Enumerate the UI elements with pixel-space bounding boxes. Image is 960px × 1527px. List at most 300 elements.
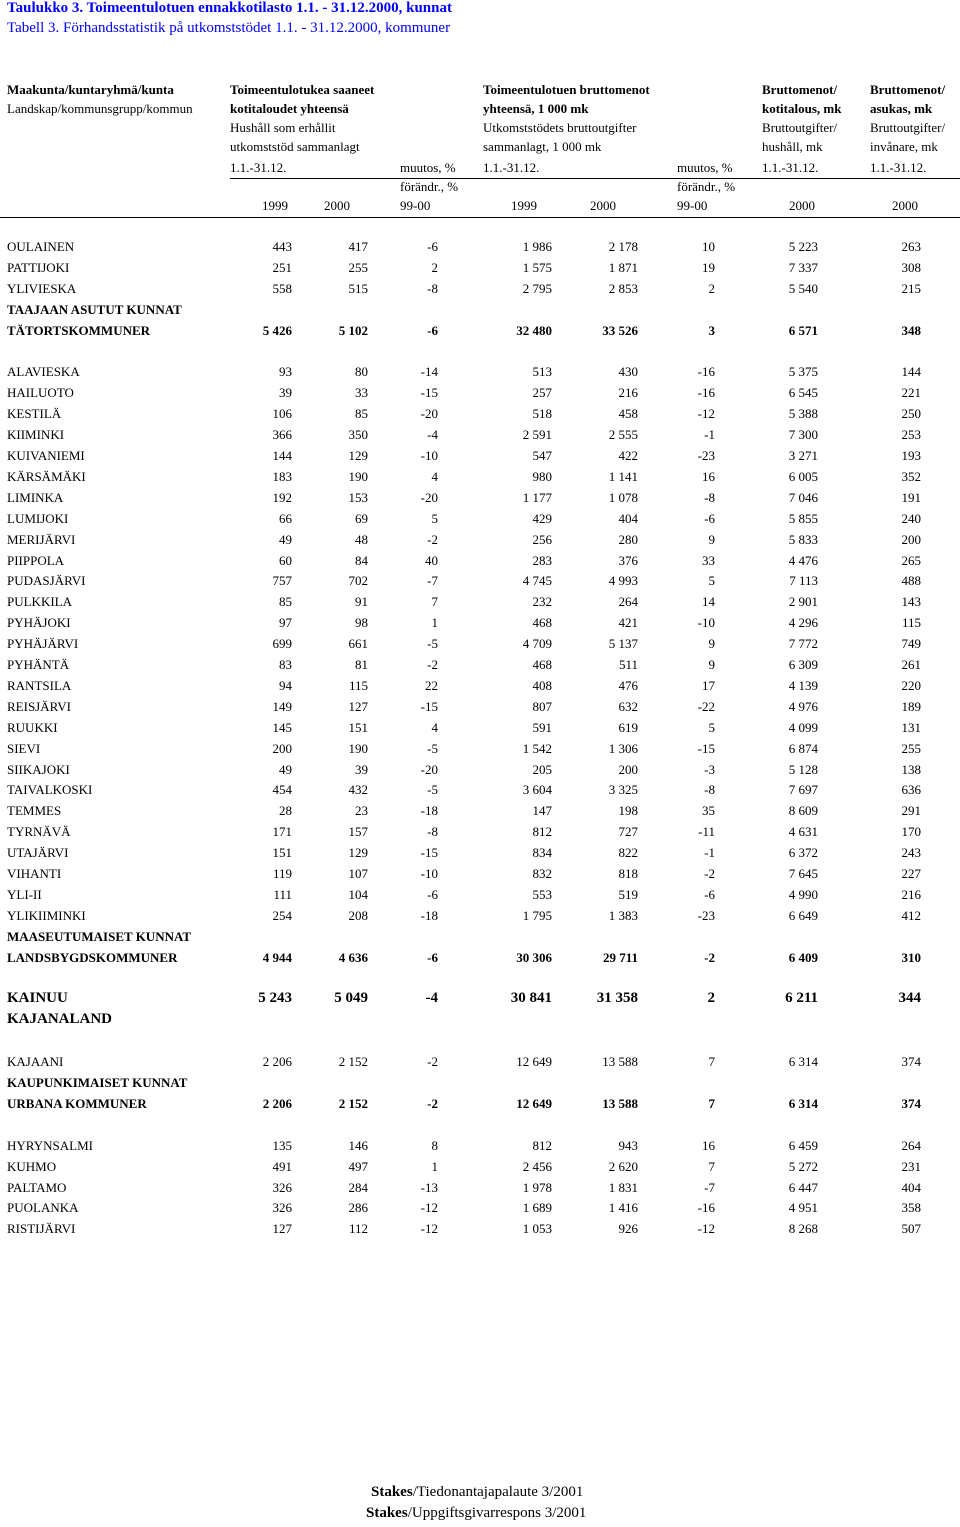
row-label: YLIKIIMINKI — [7, 907, 86, 923]
row-value: 5 833 — [788, 531, 818, 547]
row-value: 215 — [901, 280, 921, 296]
row-value: 2 456 — [522, 1158, 552, 1174]
col-per-household-fi1: Bruttomenot/ — [762, 82, 838, 97]
row-value: 2 853 — [608, 280, 638, 296]
row-value: -7 — [427, 573, 438, 589]
row-value: 69 — [355, 510, 368, 526]
row-value: -16 — [697, 385, 715, 401]
table-row — [0, 361, 960, 382]
row-value: 48 — [355, 531, 368, 547]
row-value: -14 — [420, 364, 438, 380]
table-row — [0, 529, 960, 550]
row-value: 2 152 — [338, 1095, 368, 1111]
row-value: 5 426 — [262, 322, 292, 338]
row-value: 6 447 — [788, 1179, 818, 1195]
col-households-sv2: utkomststöd sammanlagt — [230, 139, 360, 154]
row-value: 265 — [901, 552, 921, 568]
row-value: 6 314 — [788, 1095, 818, 1111]
table-row — [0, 675, 960, 696]
row-value: 350 — [348, 427, 368, 443]
row-value: 7 046 — [788, 489, 818, 505]
row-value: -1 — [704, 845, 715, 861]
row-value: 1 141 — [608, 468, 638, 484]
row-value: 261 — [901, 657, 921, 672]
row-value: 404 — [901, 1179, 921, 1195]
row-value: 170 — [901, 824, 921, 840]
row-value: -15 — [697, 740, 715, 756]
row-value: 468 — [532, 657, 552, 672]
col-households-fi2: kotitaloudet yhteensä — [230, 101, 349, 116]
table-row — [0, 633, 960, 654]
table-row — [0, 591, 960, 612]
row-value: -6 — [704, 510, 715, 526]
row-value: 4 993 — [608, 573, 638, 589]
row-value: 28 — [279, 803, 292, 819]
row-value: 257 — [532, 385, 552, 401]
row-value: 29 711 — [602, 949, 638, 965]
row-value: 822 — [618, 845, 638, 861]
change-households-sv: förändr., % — [400, 179, 459, 194]
table-row — [0, 278, 960, 299]
footer-brand-sv: Stakes — [366, 1505, 408, 1521]
header-bottom-rule — [0, 217, 960, 218]
col-per-inhabitant-sv2: invånare, mk — [870, 139, 938, 154]
row-value: -11 — [698, 824, 715, 840]
row-value: 491 — [272, 1158, 292, 1174]
row-value: -8 — [427, 824, 438, 840]
row-value: 818 — [618, 866, 638, 881]
year-1999-households: 1999 — [262, 198, 288, 213]
row-value: 497 — [348, 1158, 368, 1174]
row-value: 757 — [272, 573, 292, 589]
range-expenses: 99-00 — [677, 198, 708, 213]
row-label: TÄTORTSKOMMUNER — [7, 322, 151, 338]
col-expenses-sv2: sammanlagt, 1 000 mk — [483, 139, 602, 154]
row-value: 558 — [272, 280, 292, 296]
row-label: PUOLANKA — [7, 1200, 79, 1216]
footer-fi — [371, 1484, 583, 1501]
table-row — [0, 926, 960, 947]
table-row — [0, 445, 960, 466]
table-title-fi: Taulukko 3. Toimeentulotuen ennakkotilasto 1.1. - 31.12.2000, kunnat — [7, 0, 452, 16]
row-value: 6 005 — [788, 468, 818, 484]
row-value: 30 306 — [516, 949, 552, 965]
row-value: -15 — [420, 698, 438, 714]
table-row — [0, 947, 960, 968]
row-label: PUDASJÄRVI — [7, 573, 86, 589]
year-2000-per-household: 2000 — [789, 198, 815, 213]
row-value: 198 — [618, 803, 638, 819]
row-value: -7 — [704, 1179, 715, 1195]
row-value: 488 — [901, 573, 921, 589]
row-value: 250 — [901, 406, 921, 422]
row-value: 1 689 — [522, 1200, 552, 1216]
row-value: 146 — [348, 1137, 368, 1153]
row-value: -12 — [697, 1221, 715, 1237]
row-value: 591 — [532, 719, 552, 735]
row-value: -10 — [420, 448, 438, 463]
table-row — [0, 800, 960, 821]
col-households-sv1: Hushåll som erhållit — [230, 120, 336, 135]
table-row — [0, 1135, 960, 1156]
row-value: -2 — [427, 1095, 438, 1111]
row-label: PULKKILA — [7, 594, 72, 610]
row-value: 4 631 — [788, 824, 818, 840]
year-1999-expenses: 1999 — [511, 198, 537, 213]
row-value: 352 — [901, 468, 921, 484]
row-label: KAJAANI — [7, 1054, 64, 1070]
row-value: 221 — [901, 385, 921, 401]
row-value: 31 358 — [596, 990, 638, 1007]
row-value: 131 — [901, 719, 921, 735]
row-value: 2 152 — [338, 1054, 368, 1070]
row-label: PYHÄJÄRVI — [7, 636, 79, 652]
row-value: 699 — [272, 636, 292, 652]
row-value: 1 306 — [608, 740, 638, 756]
table-row — [0, 905, 960, 926]
row-value: 812 — [532, 824, 552, 840]
table-row — [0, 863, 960, 884]
row-value: 9 — [708, 531, 715, 547]
table-row — [0, 550, 960, 571]
row-value: 14 — [702, 594, 715, 610]
row-label: KIIMINKI — [7, 427, 65, 443]
row-value: 5 — [431, 510, 438, 526]
row-value: -8 — [704, 489, 715, 505]
table-title-sv: Tabell 3. Förhandsstatistik på utkomststödet 1.1. - 31.12.2000, kommuner — [7, 20, 451, 36]
row-value: 6 545 — [788, 385, 818, 401]
period-per-household: 1.1.-31.12. — [762, 160, 819, 175]
row-value: 4 709 — [522, 636, 552, 652]
row-value: 7 697 — [788, 782, 818, 798]
row-value: 4 990 — [788, 886, 818, 902]
table-row — [0, 403, 960, 424]
row-value: 60 — [279, 552, 292, 568]
row-value: 93 — [279, 364, 292, 380]
row-value: 511 — [618, 657, 638, 672]
row-label: SIIKAJOKI — [7, 761, 70, 777]
row-value: -2 — [427, 531, 438, 547]
row-label: MAASEUTUMAISET KUNNAT — [7, 928, 192, 944]
row-value: 243 — [901, 845, 921, 861]
row-value: -2 — [427, 657, 438, 672]
row-value: 232 — [532, 594, 552, 610]
row-value: 421 — [618, 615, 638, 631]
row-value: 376 — [618, 552, 638, 568]
row-label: YLI-II — [7, 886, 42, 902]
row-value: 151 — [272, 845, 292, 861]
row-value: 98 — [355, 615, 368, 631]
row-label: PIIPPOLA — [7, 552, 65, 568]
row-value: -6 — [427, 949, 438, 965]
table-row — [0, 842, 960, 863]
row-value: 9 — [708, 657, 715, 672]
row-value: 6 314 — [788, 1054, 818, 1070]
row-value: 200 — [618, 761, 638, 777]
table-row — [0, 988, 960, 1009]
row-value: 374 — [901, 1095, 921, 1111]
table-row — [0, 696, 960, 717]
row-value: -20 — [420, 489, 438, 505]
range-households: 99-00 — [400, 198, 431, 213]
row-value: 1 383 — [608, 907, 638, 923]
table-row — [0, 1218, 960, 1239]
col-per-inhabitant-sv1: Bruttoutgifter/ — [870, 120, 946, 135]
row-value: -16 — [697, 1200, 715, 1216]
row-value: 13 588 — [602, 1095, 638, 1111]
row-label: KAINUU — [7, 990, 68, 1007]
row-value: 458 — [618, 406, 638, 422]
table-row — [0, 236, 960, 257]
row-value: 2 — [708, 280, 715, 296]
row-value: 7 — [708, 1054, 715, 1070]
row-value: 200 — [272, 740, 292, 756]
row-value: 6 649 — [788, 907, 818, 923]
row-value: 263 — [901, 239, 921, 254]
row-value: 49 — [279, 761, 292, 777]
row-value: 417 — [348, 239, 368, 254]
row-value: 344 — [898, 990, 921, 1007]
row-value: 2 555 — [608, 427, 638, 443]
row-value: 32 480 — [516, 322, 552, 338]
row-value: 326 — [272, 1179, 292, 1195]
row-label: UTAJÄRVI — [7, 845, 69, 861]
row-value: 16 — [702, 468, 715, 484]
period-expenses: 1.1.-31.12. — [483, 160, 540, 175]
row-value: 2 — [431, 259, 438, 275]
row-value: 943 — [618, 1137, 638, 1153]
row-value: 5 540 — [788, 280, 818, 296]
row-value: 8 268 — [788, 1221, 818, 1237]
row-label: REISJÄRVI — [7, 698, 71, 714]
row-label: KESTILÄ — [7, 406, 62, 422]
row-value: 111 — [273, 886, 292, 902]
row-value: 85 — [279, 594, 292, 610]
row-value: 1 986 — [522, 239, 552, 254]
period-households: 1.1.-31.12. — [230, 160, 287, 175]
col-expenses-sv1: Utkomststödets bruttoutgifter — [483, 120, 637, 135]
row-value: 255 — [901, 740, 921, 756]
row-value: 5 375 — [788, 364, 818, 380]
row-value: -22 — [697, 698, 715, 714]
row-value: 106 — [272, 406, 292, 422]
row-label: KAUPUNKIMAISET KUNNAT — [7, 1075, 188, 1090]
row-value: 33 — [355, 385, 368, 401]
col-per-household-sv2: hushåll, mk — [762, 139, 823, 154]
footer-text-sv: /Uppgiftsgivarrespons 3/2001 — [407, 1505, 587, 1521]
row-value: 85 — [355, 406, 368, 422]
table-row — [0, 1156, 960, 1177]
row-value: 6 372 — [788, 845, 818, 861]
row-value: 476 — [618, 677, 638, 693]
row-label: ALAVIESKA — [7, 364, 80, 380]
row-label: KUHMO — [7, 1158, 57, 1174]
row-label: MERIJÄRVI — [7, 531, 76, 547]
row-value: 151 — [348, 719, 368, 735]
row-value: -5 — [427, 782, 438, 798]
col-per-inhabitant-fi2: asukas, mk — [870, 101, 933, 116]
row-value: 264 — [618, 594, 638, 610]
row-value: 227 — [901, 866, 921, 881]
row-label: SIEVI — [7, 740, 41, 756]
row-label: HYRYNSALMI — [7, 1137, 93, 1153]
row-value: 8 609 — [788, 803, 818, 819]
table-row — [0, 779, 960, 800]
row-label: YLIVIESKA — [7, 280, 77, 296]
row-value: 1 416 — [608, 1200, 638, 1216]
row-value: 157 — [348, 824, 368, 840]
row-label: RUUKKI — [7, 719, 58, 735]
row-value: 4 476 — [788, 552, 818, 568]
row-value: 6 211 — [785, 990, 818, 1007]
row-value: 432 — [348, 782, 368, 798]
row-label: LUMIJOKI — [7, 510, 69, 526]
row-value: 7 — [708, 1095, 715, 1111]
period-per-inhabitant: 1.1.-31.12. — [870, 160, 927, 175]
row-value: -6 — [427, 886, 438, 902]
table-row — [0, 508, 960, 529]
row-value: 5 — [708, 719, 715, 735]
row-value: 2 620 — [608, 1158, 638, 1174]
row-value: -4 — [427, 427, 438, 443]
row-value: 408 — [532, 677, 552, 693]
row-value: 3 — [708, 322, 715, 338]
row-value: 749 — [901, 636, 921, 652]
table-row — [0, 717, 960, 738]
table-row — [0, 884, 960, 905]
row-value: 189 — [901, 698, 921, 714]
row-value: 66 — [279, 510, 292, 526]
row-value: 216 — [901, 886, 921, 902]
row-value: 5 272 — [788, 1158, 818, 1174]
row-value: 30 841 — [510, 990, 552, 1007]
row-value: 39 — [355, 761, 368, 777]
row-value: 348 — [901, 322, 921, 338]
row-value: 17 — [702, 677, 715, 693]
row-value: 702 — [348, 573, 368, 589]
row-value: 926 — [618, 1221, 638, 1237]
row-value: 1 831 — [608, 1179, 638, 1195]
row-value: -2 — [704, 949, 715, 965]
table-row — [0, 424, 960, 445]
row-value: 6 874 — [788, 740, 818, 756]
row-value: 97 — [279, 615, 292, 631]
row-value: 366 — [272, 427, 292, 443]
row-value: 254 — [272, 907, 292, 923]
row-value: 404 — [618, 510, 638, 526]
row-value: -1 — [704, 427, 715, 443]
row-value: 191 — [901, 489, 921, 505]
table-row — [0, 466, 960, 487]
row-value: 326 — [272, 1200, 292, 1216]
row-value: 7 772 — [788, 636, 818, 652]
row-value: -8 — [704, 782, 715, 798]
row-value: 310 — [901, 949, 921, 965]
row-label: PALTAMO — [7, 1179, 67, 1195]
row-value: 812 — [532, 1137, 552, 1153]
row-value: 91 — [355, 594, 368, 610]
row-value: 144 — [901, 364, 921, 380]
row-value: 6 309 — [788, 657, 818, 672]
row-value: 16 — [702, 1137, 715, 1153]
row-value: 291 — [901, 803, 921, 819]
row-value: 153 — [348, 489, 368, 505]
row-value: 171 — [272, 824, 292, 840]
row-value: 4 976 — [788, 698, 818, 714]
row-value: 7 300 — [788, 427, 818, 443]
row-value: 454 — [272, 782, 292, 798]
row-value: 283 — [532, 552, 552, 568]
row-value: 94 — [279, 677, 292, 693]
footer-brand-fi: Stakes — [371, 1484, 413, 1500]
row-label: KUIVANIEMI — [7, 448, 85, 463]
row-value: 980 — [532, 468, 552, 484]
row-value: 253 — [901, 427, 921, 443]
row-value: 81 — [355, 657, 368, 672]
row-label: PYHÄNTÄ — [7, 657, 70, 672]
row-value: 1 177 — [522, 489, 552, 505]
row-value: -15 — [420, 385, 438, 401]
row-value: 2 901 — [788, 594, 818, 610]
col-per-household-fi2: kotitalous, mk — [762, 101, 842, 116]
row-value: -20 — [420, 406, 438, 422]
row-value: 2 591 — [522, 427, 552, 443]
table-row — [0, 612, 960, 633]
row-label: PYHÄJOKI — [7, 615, 71, 631]
table-row — [0, 1051, 960, 1072]
row-value: -4 — [425, 990, 438, 1007]
row-value: 1 — [431, 615, 438, 631]
table-row — [0, 738, 960, 759]
row-value: 513 — [532, 364, 552, 380]
year-2000-per-inhabitant: 2000 — [892, 198, 918, 213]
row-value: 200 — [901, 531, 921, 547]
row-value: 115 — [901, 615, 921, 631]
row-value: -13 — [420, 1179, 438, 1195]
row-value: 430 — [618, 364, 638, 380]
change-expenses-fi: muutos, % — [677, 160, 733, 175]
row-value: 4 636 — [338, 949, 368, 965]
row-value: 190 — [348, 468, 368, 484]
row-value: 3 604 — [522, 782, 552, 798]
row-value: -20 — [420, 761, 438, 777]
table-row — [0, 257, 960, 278]
row-label: PATTIJOKI — [7, 259, 70, 275]
row-label: TAIVALKOSKI — [7, 782, 93, 798]
table-row — [0, 299, 960, 320]
row-value: -10 — [697, 615, 715, 631]
row-value: 10 — [702, 239, 715, 254]
row-value: 12 649 — [516, 1095, 552, 1111]
row-value: 231 — [901, 1158, 921, 1174]
row-value: 22 — [425, 677, 438, 693]
row-value: 19 — [702, 259, 715, 275]
row-value: 2 206 — [262, 1095, 292, 1111]
row-value: 205 — [532, 761, 552, 777]
col-expenses-fi2: yhteensä, 1 000 mk — [483, 101, 589, 116]
row-value: 216 — [618, 385, 638, 401]
row-value: 264 — [901, 1137, 921, 1153]
row-value: -2 — [704, 866, 715, 881]
change-households-fi: muutos, % — [400, 160, 456, 175]
table-row — [0, 759, 960, 780]
row-value: -18 — [420, 907, 438, 923]
table-row — [0, 487, 960, 508]
row-value: -6 — [704, 886, 715, 902]
row-value: 35 — [702, 803, 715, 819]
row-value: -15 — [420, 845, 438, 861]
row-value: -5 — [427, 636, 438, 652]
